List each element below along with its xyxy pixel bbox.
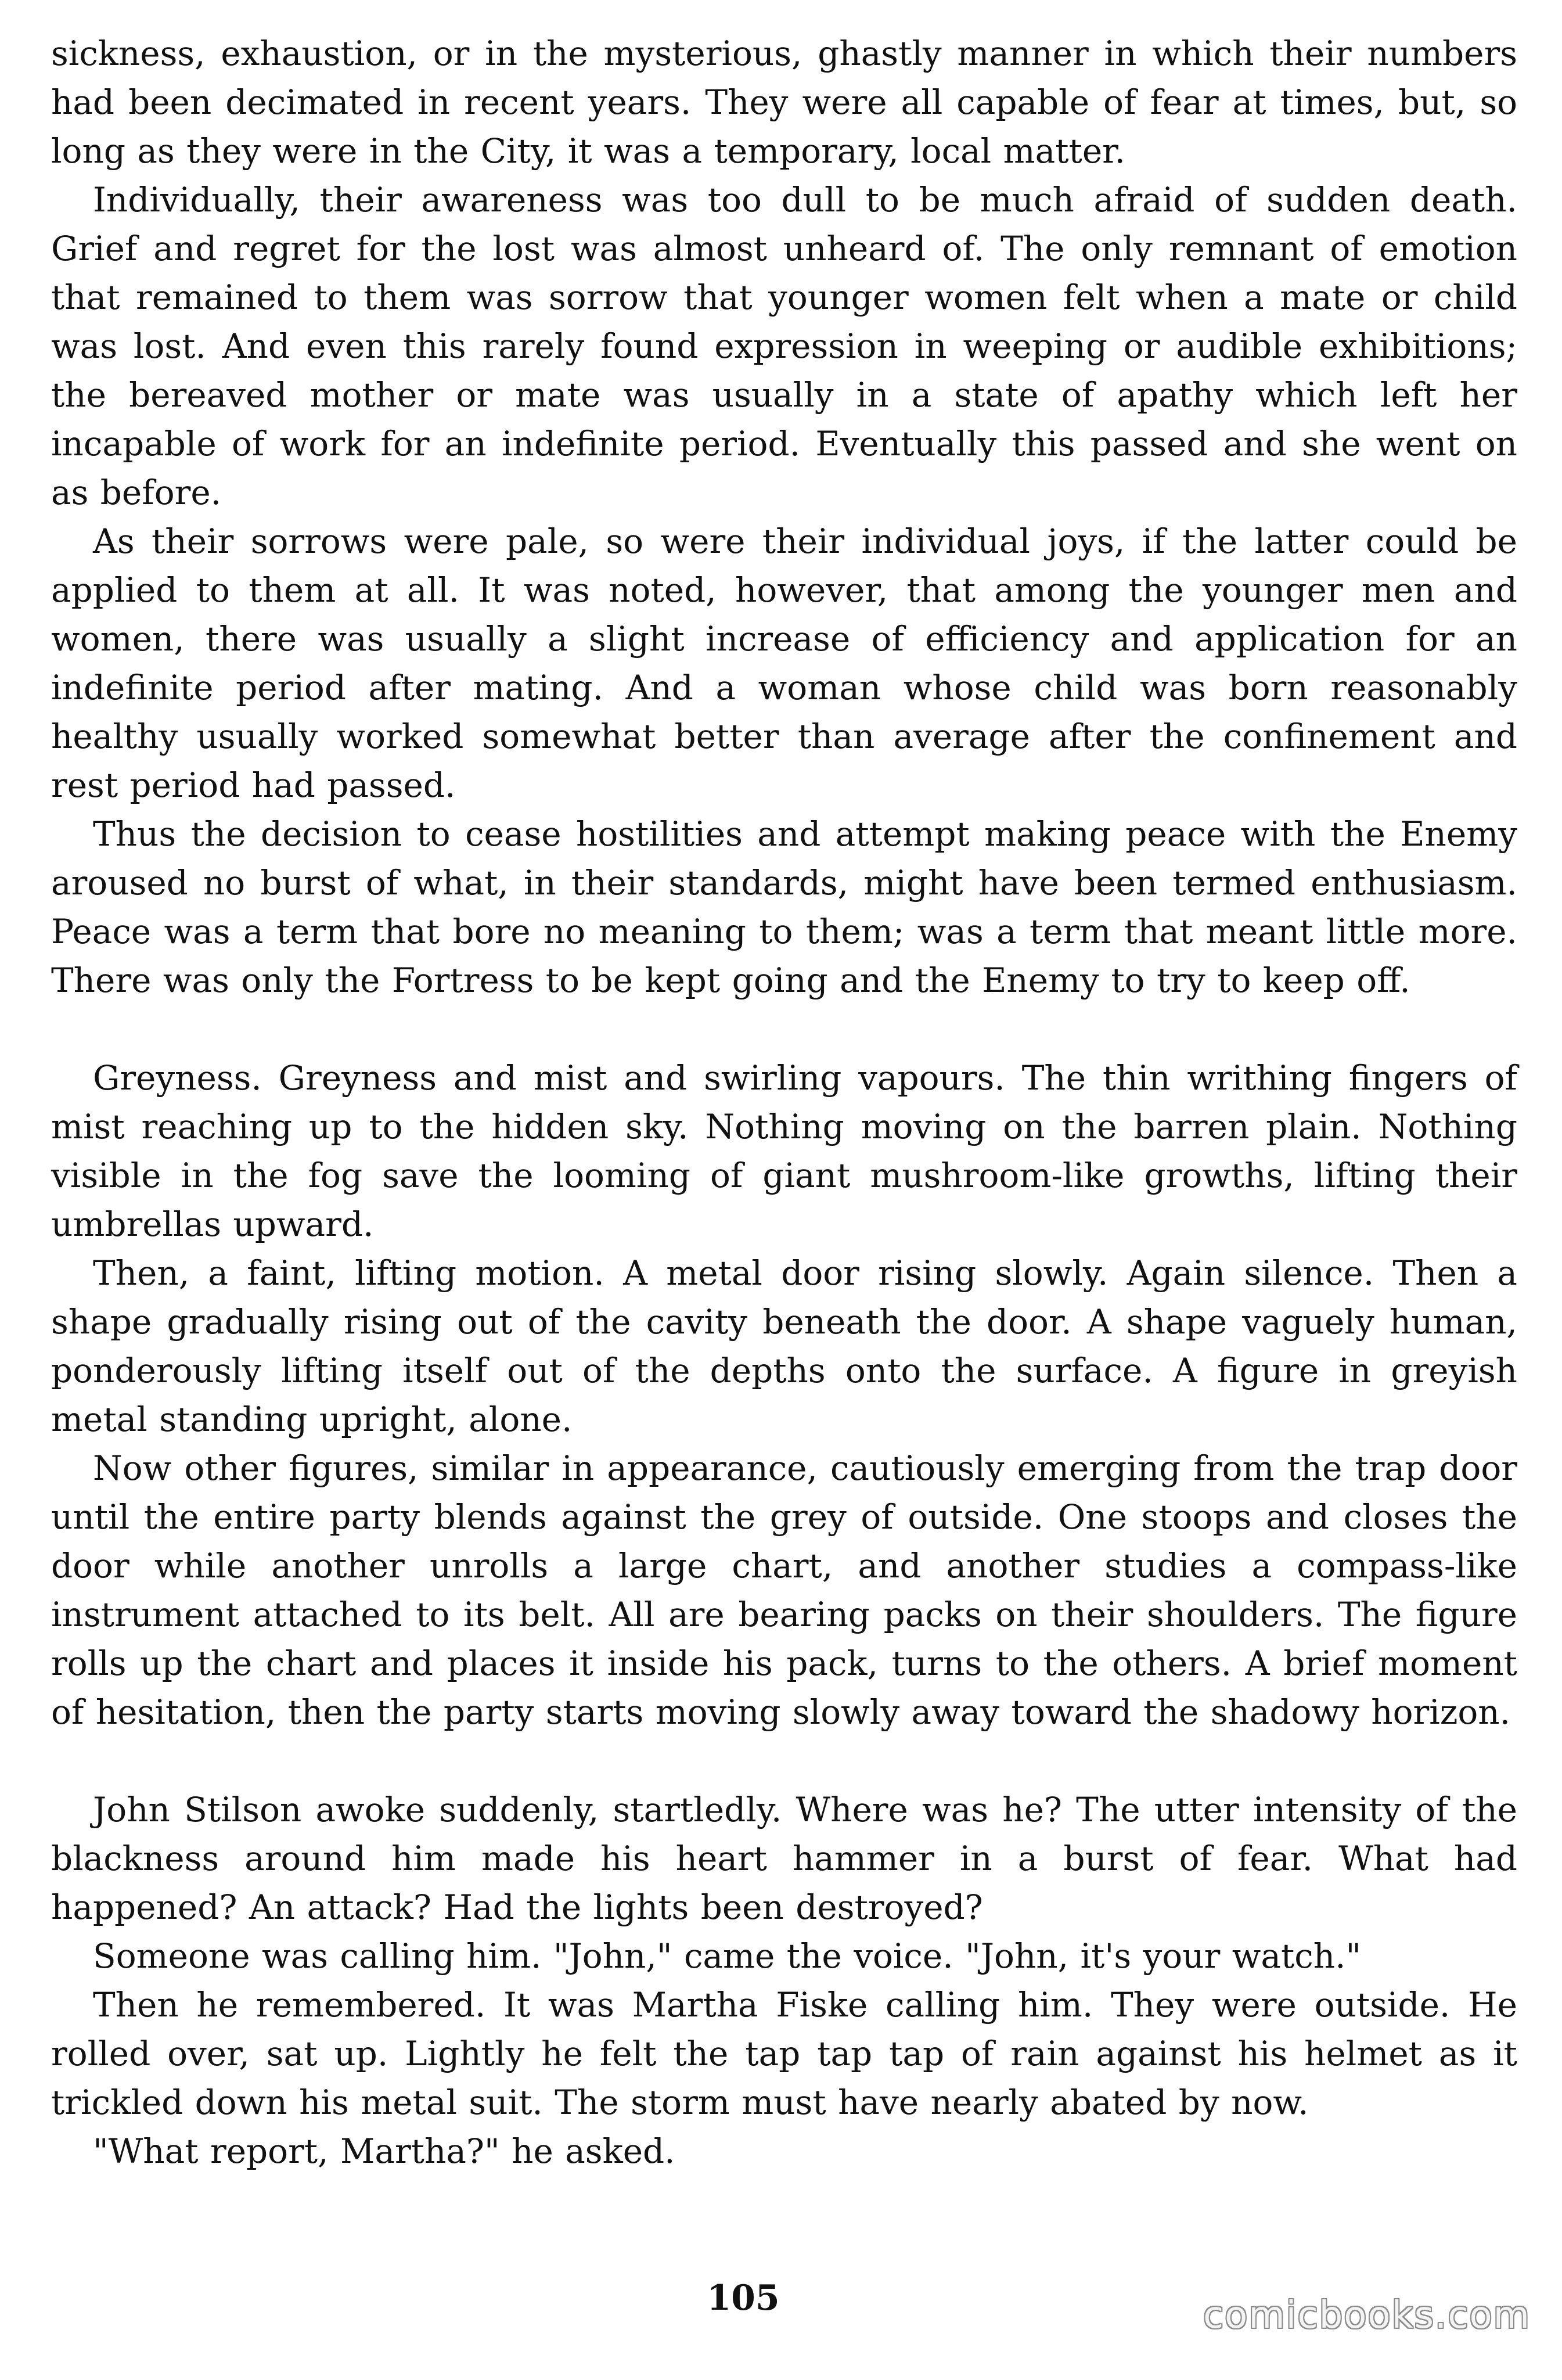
- paragraph-7: Now other figures, similar in appearance, cautiously emerging from the trap door until the entire party blends against the grey of outside. One stoops and closes the door while another unrolls a large chart, and another studies a compass-like instrument attached to its belt. All are bearing packs on their shoulders. The figure rolls up the chart and places it inside his pack, turns to the others. A brief moment of hesitation, then the party starts moving slowly away toward the shadowy horizon.: [51, 1448, 1517, 1732]
- paragraph-11: "What report, Martha?" he asked.: [93, 2131, 675, 2171]
- section-break: [51, 1737, 1517, 1785]
- watermark-logo: comicbooks.com: [1203, 2294, 1531, 2337]
- text-column: [51, 29, 1517, 2176]
- page-number: 105: [707, 2278, 780, 2318]
- paragraph-9: Someone was calling him. "John," came the voice. "John, it's your watch.": [93, 1936, 1362, 1976]
- paragraph-3: As their sorrows were pale, so were their individual joys, if the latter could be applied to them at all. It was noted, however, that among the younger men and women, there was usually a slight increase of efficiency and application for an indefinite period after mating. And a woman whose child was born reasonably healthy usually worked somewhat better than average after the confinement and rest period had passed.: [51, 522, 1517, 805]
- section-break: [51, 1005, 1517, 1054]
- paragraph-2: Individually, their awareness was too dull to be much afraid of sudden death. Grief and regret for the lost was almost unheard of. The only remnant of emotion that remained to them was sorrow that younger women felt when a mate or child was lost. And even this rarely found expression in weeping or audible exhibitions; the bereaved mother or mate was usually in a state of apathy which left her incapable of work for an indefinite period. Eventually this passed and she went on as before.: [51, 180, 1517, 512]
- page-body: [51, 29, 1517, 2346]
- paragraph-10: Then he remembered. It was Martha Fiske calling him. They were outside. He rolled over, sat up. Lightly he felt the tap tap tap of rain against his helmet as it trickled down his metal suit. The storm must have nearly abated by now.: [51, 1985, 1517, 2122]
- paragraph-5: Greyness. Greyness and mist and swirling vapours. The thin writhing fingers of mist reaching up to the hidden sky. Nothing moving on the barren plain. Nothing visible in the fog save the looming of giant mushroom-like growths, lifting their umbrellas upward.: [51, 1058, 1517, 1244]
- paragraph-8: John Stilson awoke suddenly, startledly. Where was he? The utter intensity of the blackness around him made his heart hammer in a burst of fear. What had happened? An attack? Had the lights been destroyed?: [51, 1790, 1517, 1927]
- paragraph-6: Then, a faint, lifting motion. A metal door rising slowly. Again silence. Then a shape gradually rising out of the cavity beneath the door. A shape vaguely human, ponderously lifting itself out of the depths onto the surface. A figure in greyish metal standing upright, alone.: [51, 1253, 1517, 1439]
- paragraph-4: Thus the decision to cease hostilities and attempt making peace with the Enemy aroused no burst of what, in their standards, might have been termed enthusiasm. Peace was a term that bore no meaning to them; was a term that meant little more. There was only the Fortress to be kept going and the Enemy to try to keep off.: [51, 814, 1517, 1000]
- paragraph-1: sickness, exhaustion, or in the mysterious, ghastly manner in which their numbers had been decimated in recent years. They were all capable of fear at times, but, so long as they were in the City, it was a temporary, local matter.: [51, 34, 1517, 171]
